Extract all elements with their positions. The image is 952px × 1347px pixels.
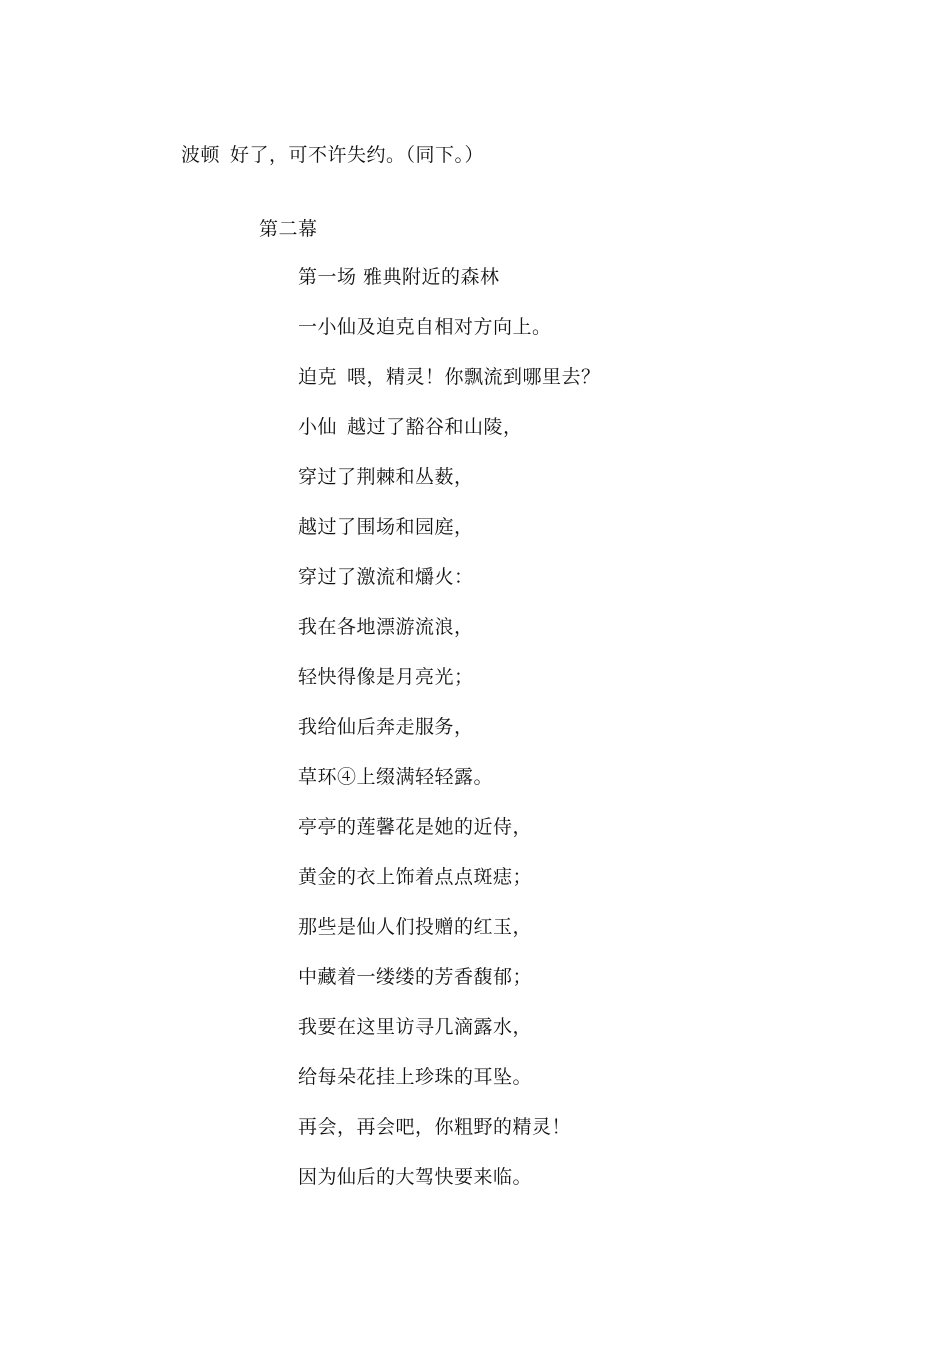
verse-line bbox=[298, 715, 601, 765]
line-text: 穿过了激流和爝火： bbox=[298, 566, 474, 588]
opening-line bbox=[181, 143, 484, 167]
verse-line bbox=[298, 615, 601, 665]
line-text: 喂，精灵！你飘流到哪里去？ bbox=[347, 366, 601, 388]
speaker-name: 迫克 bbox=[298, 366, 338, 388]
line-text: 越过了豁谷和山陵， bbox=[347, 416, 523, 438]
verse-line bbox=[298, 1115, 601, 1165]
verse-line bbox=[298, 815, 601, 865]
line-text: 穿过了荆棘和丛薮， bbox=[298, 466, 474, 488]
verse-line bbox=[298, 465, 601, 515]
verse-line bbox=[298, 765, 601, 815]
verse-line bbox=[298, 665, 601, 715]
line-text: 草环④上缀满轻轻露。 bbox=[298, 766, 494, 788]
line-text: 我给仙后奔走服务， bbox=[298, 716, 474, 738]
line-text: 给每朵花挂上珍珠的耳坠。 bbox=[298, 1066, 533, 1088]
line-text: 第一场 雅典附近的森林 bbox=[298, 266, 500, 288]
verse-block bbox=[298, 265, 601, 1215]
line-text: 越过了围场和园庭， bbox=[298, 516, 474, 538]
line-text: 中藏着一缕缕的芳香馥郁； bbox=[298, 966, 533, 988]
line-text: 我在各地漂游流浪， bbox=[298, 616, 474, 638]
verse-line bbox=[298, 965, 601, 1015]
verse-line bbox=[298, 565, 601, 615]
verse-line bbox=[298, 865, 601, 915]
verse-line bbox=[298, 1065, 601, 1115]
line-text: 再会，再会吧，你粗野的精灵！ bbox=[298, 1116, 572, 1138]
line-text: 因为仙后的大驾快要来临。 bbox=[298, 1166, 533, 1188]
speaker-name: 波顿 bbox=[181, 144, 221, 166]
verse-line bbox=[298, 1015, 601, 1065]
act-title: 第二幕 bbox=[259, 218, 318, 240]
line-text: 一小仙及迫克自相对方向上。 bbox=[298, 316, 552, 338]
verse-line bbox=[298, 315, 601, 365]
verse-line bbox=[298, 1165, 601, 1215]
line-text: 好了，可不许失约。（同下。） bbox=[230, 144, 485, 166]
verse-line bbox=[298, 365, 601, 415]
line-text: 轻快得像是月亮光； bbox=[298, 666, 474, 688]
line-text: 亭亭的莲馨花是她的近侍， bbox=[298, 816, 533, 838]
verse-line bbox=[298, 265, 601, 315]
line-text: 黄金的衣上饰着点点斑痣； bbox=[298, 866, 533, 888]
speaker-name: 小仙 bbox=[298, 416, 338, 438]
verse-line bbox=[298, 915, 601, 965]
verse-line bbox=[298, 415, 601, 465]
verse-line bbox=[298, 515, 601, 565]
line-text: 那些是仙人们投赠的红玉， bbox=[298, 916, 533, 938]
line-text: 我要在这里访寻几滴露水， bbox=[298, 1016, 533, 1038]
